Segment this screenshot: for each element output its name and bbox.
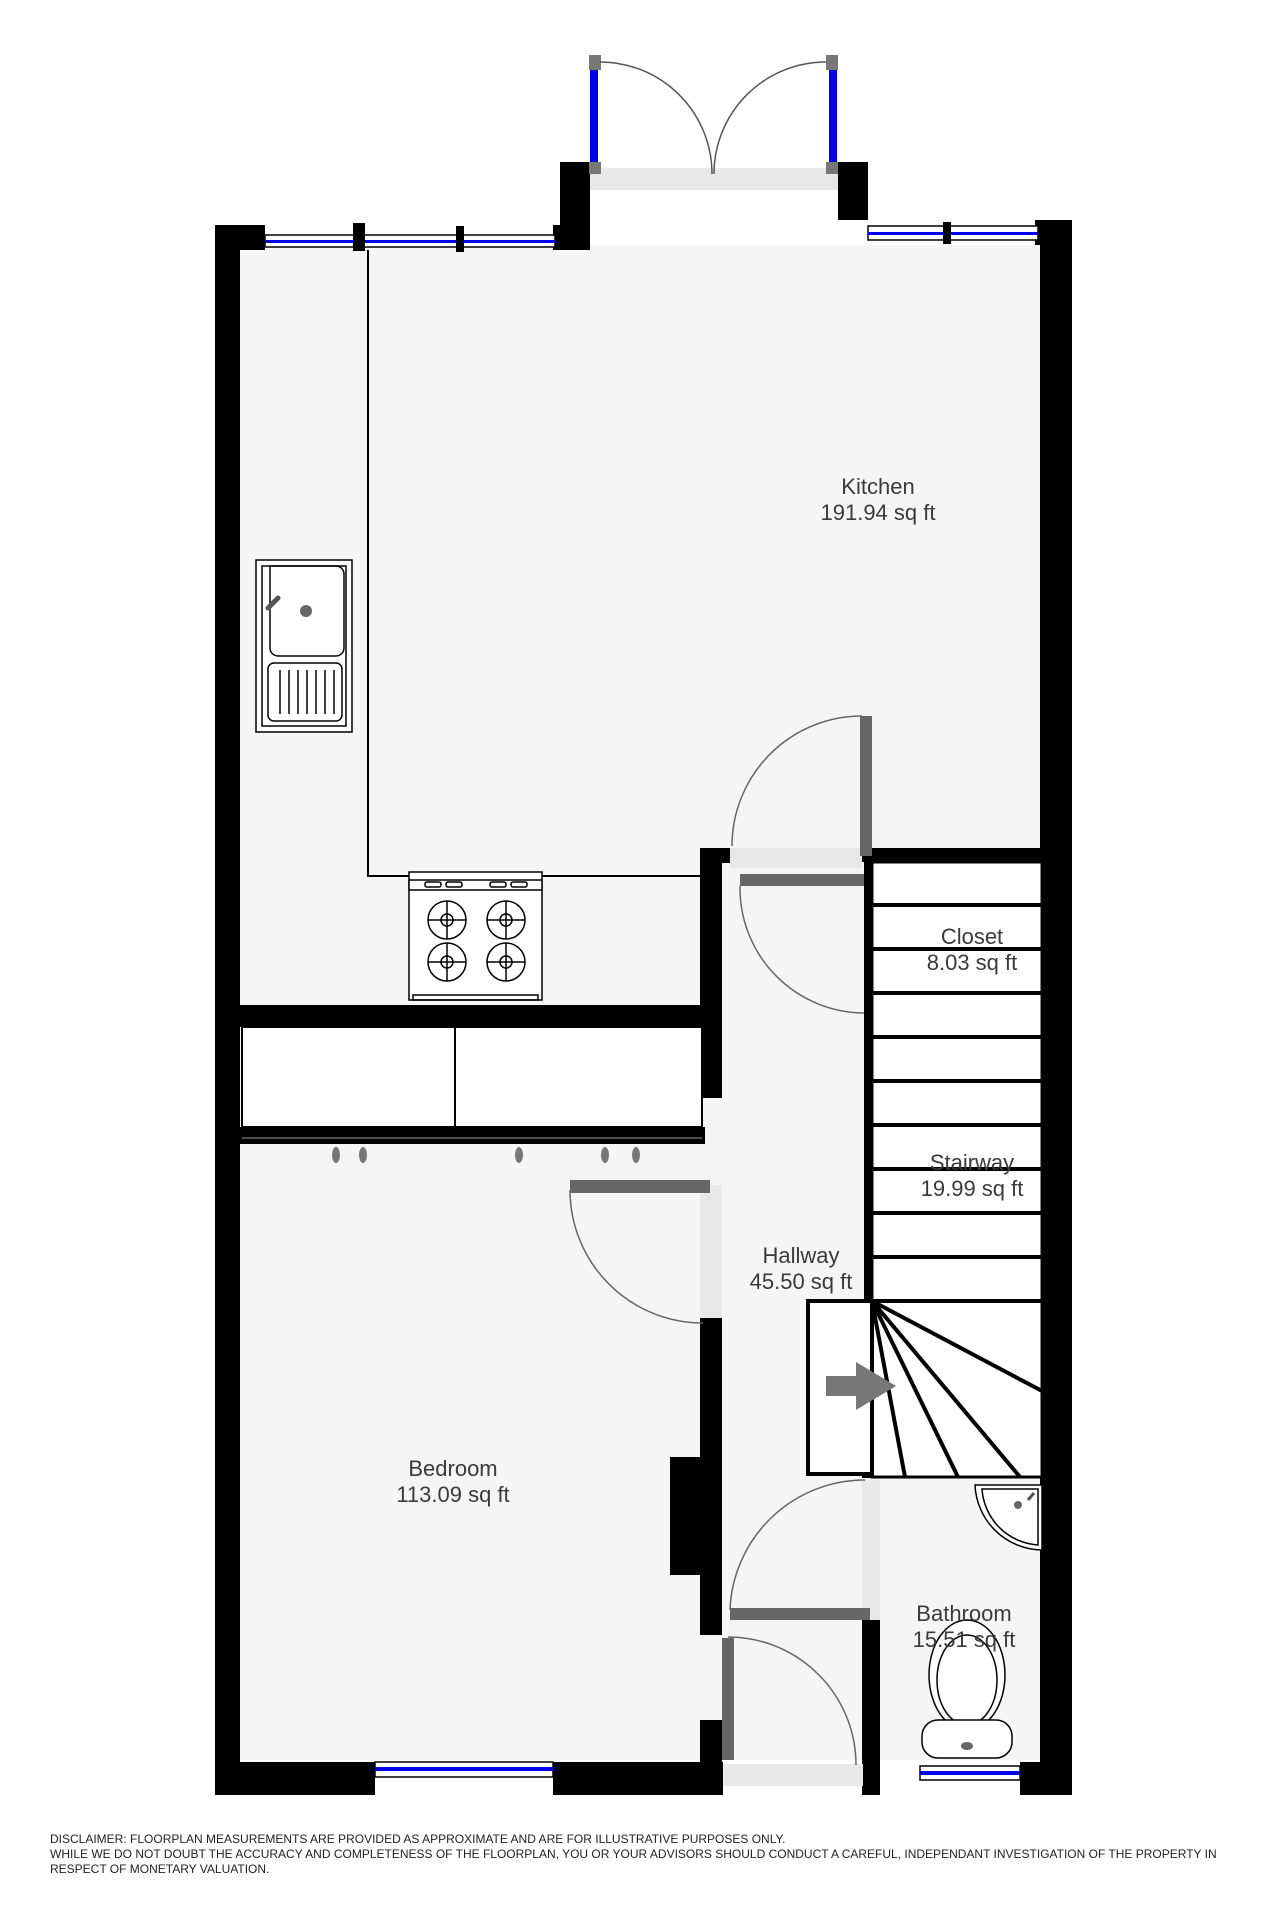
bedroom-name: Bedroom <box>408 1456 498 1481</box>
bathroom-name: Bathroom <box>916 1601 1012 1626</box>
closet-area: 8.03 sq ft <box>926 950 1018 975</box>
hanger-hook-icon <box>332 1147 340 1163</box>
disclaimer-line-3: RESPECT OF MONETARY VALUATION. <box>50 1862 270 1876</box>
burner-icon <box>487 901 525 939</box>
burner-icon <box>428 901 466 939</box>
patio-doors <box>589 55 838 174</box>
window-bathroom <box>920 1766 1020 1780</box>
disclaimer <box>50 1832 1250 1877</box>
closet-name: Closet <box>940 924 1004 949</box>
bathroom-area: 15.51 sq ft <box>912 1627 1016 1652</box>
stairway-area: 19.99 sq ft <box>920 1176 1024 1201</box>
sink-icon <box>256 560 352 732</box>
hanger-hook-icon <box>632 1147 640 1163</box>
window-kitchen-right <box>868 222 1038 244</box>
hallway-name: Hallway <box>762 1243 840 1268</box>
kitchen-name: Kitchen <box>841 474 915 499</box>
hallway-area: 45.50 sq ft <box>749 1269 853 1294</box>
hanger-hook-icon <box>515 1147 523 1163</box>
bedroom-area: 113.09 sq ft <box>396 1482 510 1507</box>
hanger-hook-icon <box>601 1147 609 1163</box>
kitchen-area: 191.94 sq ft <box>820 500 936 525</box>
patio-door-threshold <box>590 168 840 190</box>
disclaimer-line-1: DISCLAIMER: FLOORPLAN MEASUREMENTS ARE PROVIDED AS APPROXIMATE AND ARE FOR ILLUSTRATIVE PURPOSES ONLY. <box>50 1832 786 1846</box>
stairway-name: Stairway <box>929 1150 1015 1175</box>
disclaimer-line-2: WHILE WE DO NOT DOUBT THE ACCURACY AND COMPLETENESS OF THE FLOORPLAN, YOU OR YOUR ADVISORS SHOULD CONDUCT A CAREFUL, INDEPENDANT INVESTIGATION OF THE PROPERTY IN <box>50 1847 1217 1861</box>
window-bedroom <box>375 1762 553 1777</box>
burner-icon <box>487 943 525 981</box>
window-kitchen-left <box>265 223 555 252</box>
stove-icon <box>409 872 542 1000</box>
burner-icon <box>428 943 466 981</box>
hanger-hook-icon <box>359 1147 367 1163</box>
